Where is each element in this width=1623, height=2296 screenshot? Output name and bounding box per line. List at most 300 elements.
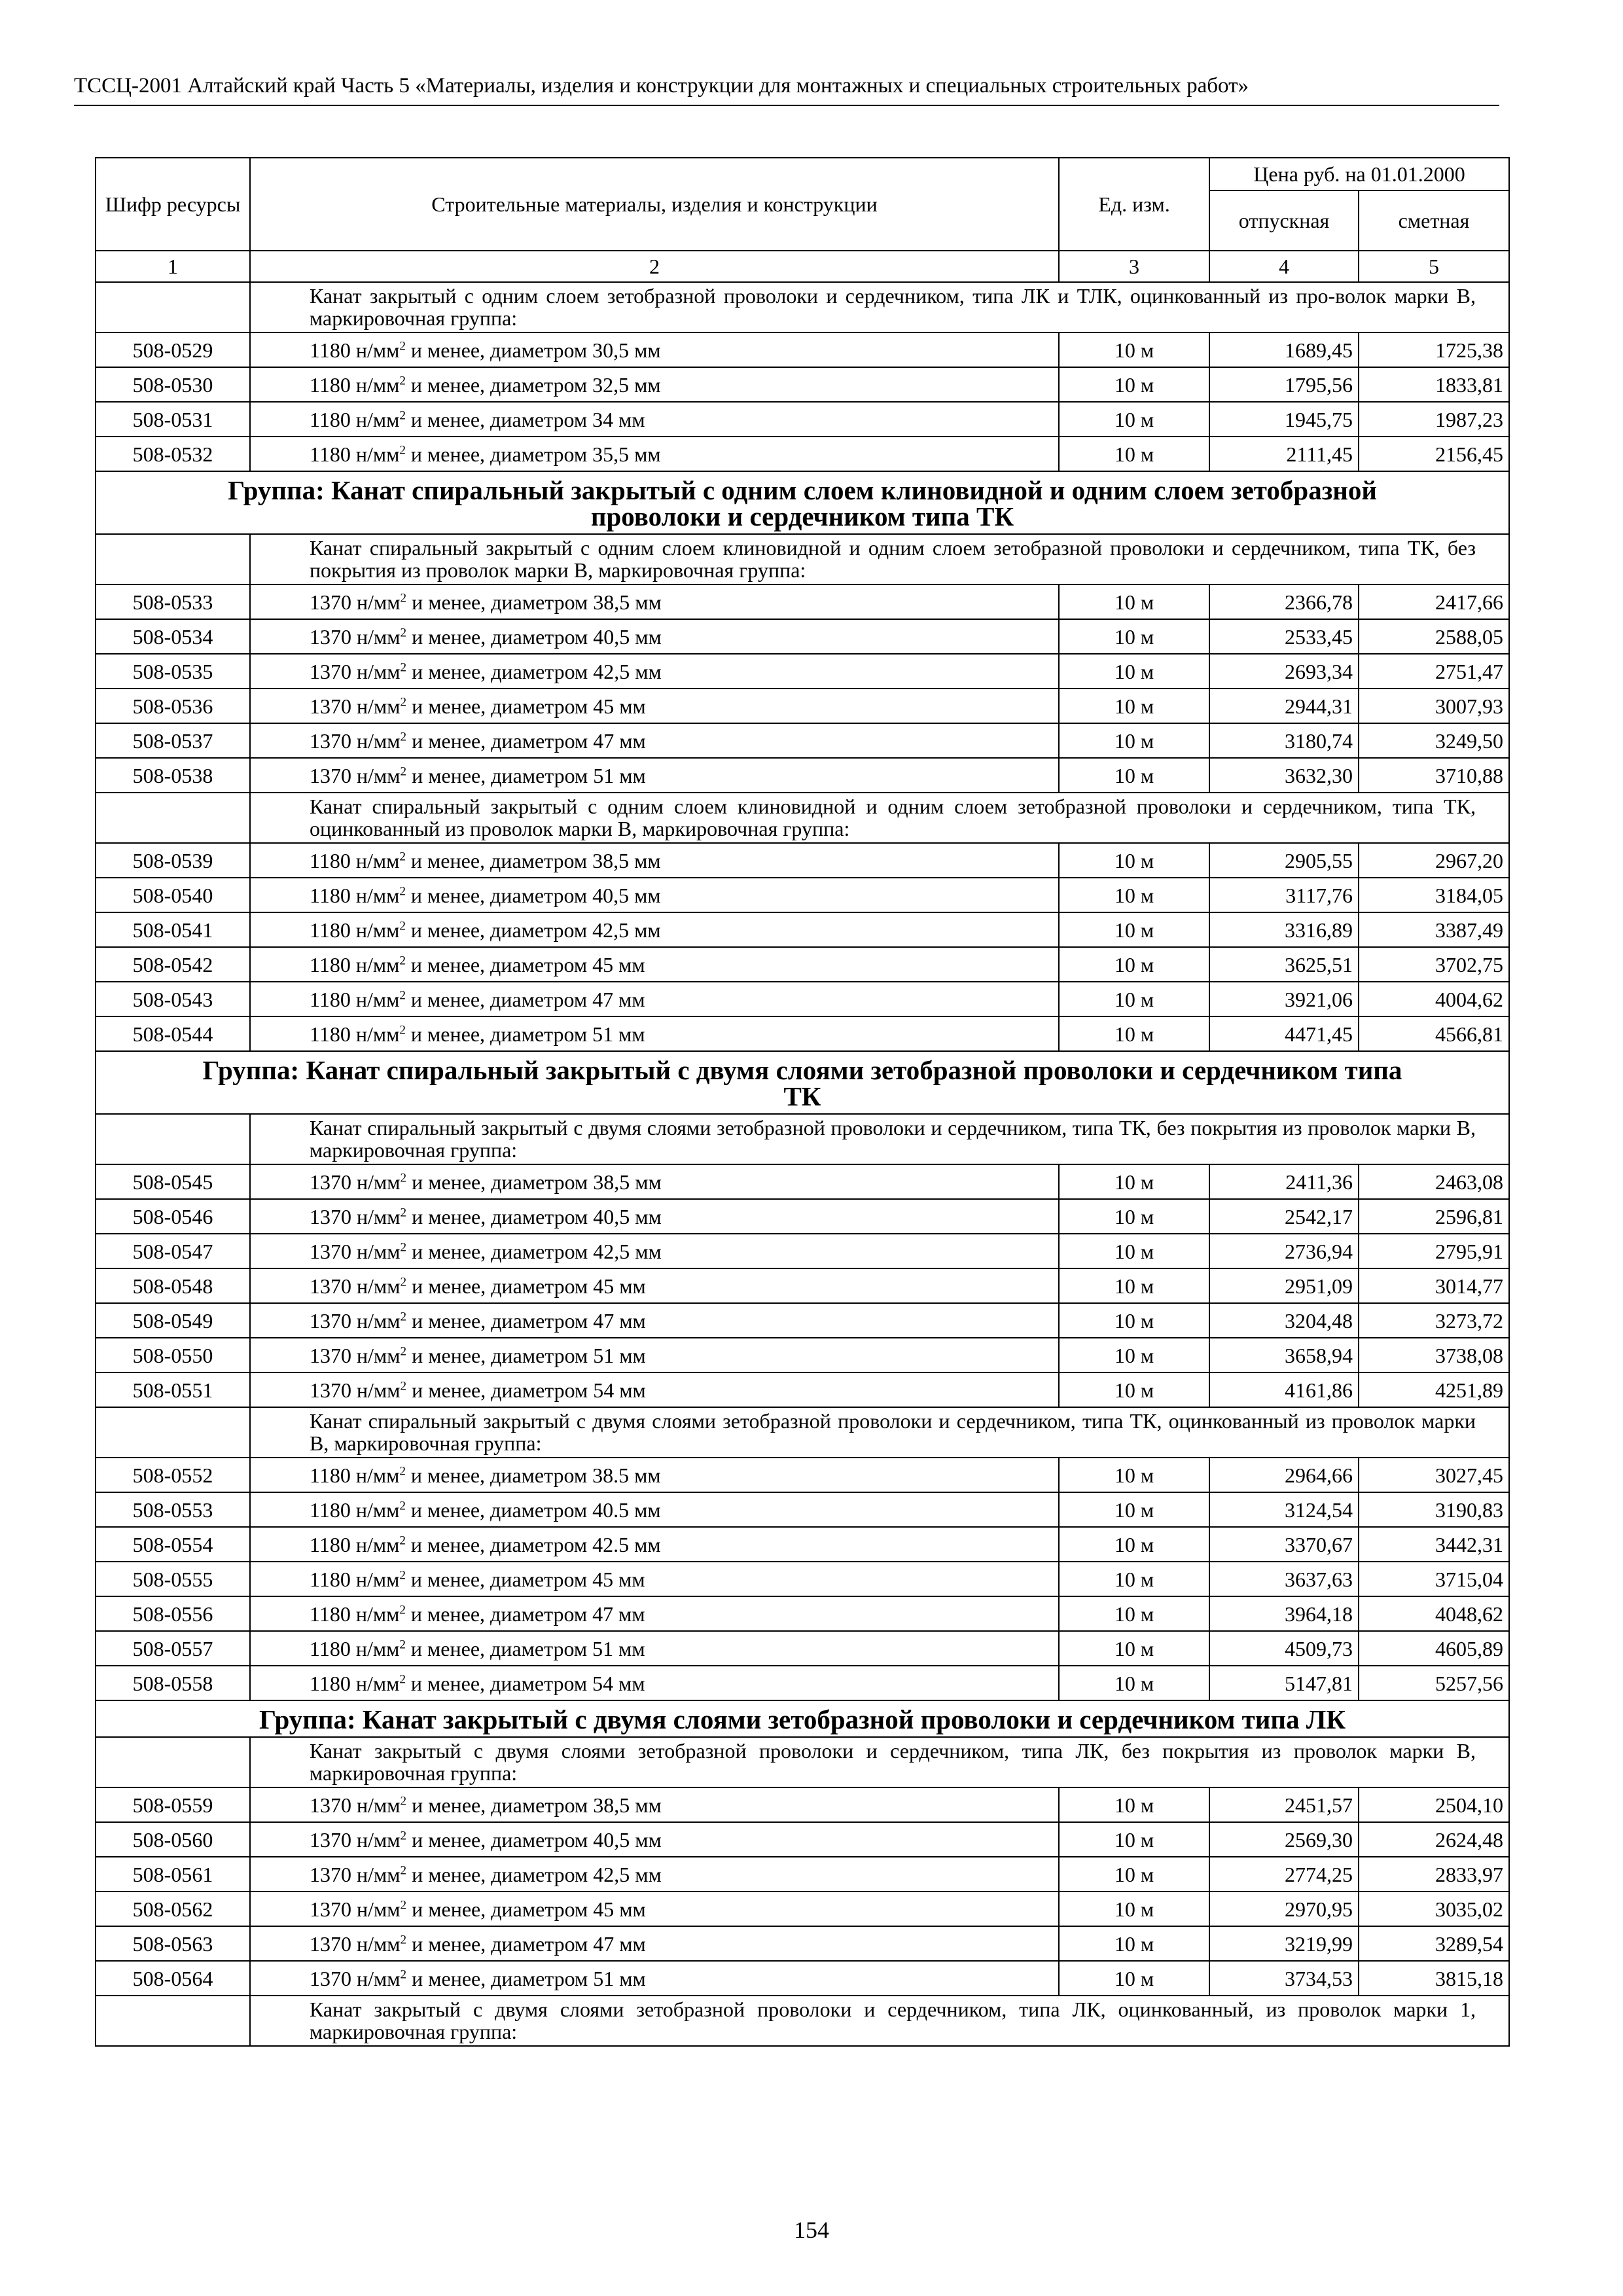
estimate-price: 2596,81 — [1359, 1199, 1509, 1234]
unit-superscript: 2 — [400, 1793, 407, 1808]
unit-of-measure: 10 м — [1059, 1458, 1209, 1492]
material-name: 1180 $н/мм^2$ и менее, диаметром 35,5 мм — [250, 437, 1059, 471]
column-header-estimate — [1359, 190, 1509, 251]
material-name: 1370 $н/мм^2$ и менее, диаметром 40,5 мм — [250, 619, 1059, 654]
material-name: 1370 $н/мм^2$ и менее, диаметром 42,5 мм — [250, 654, 1059, 689]
resource-code: 508-0538 — [96, 758, 250, 793]
release-price: 2736,94 — [1209, 1234, 1359, 1268]
unit-superscript: 2 — [400, 1309, 407, 1323]
tensile-strength: 1370 — [310, 659, 351, 683]
material-name: 1370 $н/мм^2$ и менее, диаметром 40,5 мм — [250, 1822, 1059, 1857]
description-text: Канат спиральный закрытый с двумя слоями зетобразной проволоки и сердечником, типа ТК, оцинкованный из проволок марки В, маркировочная группа: — [250, 1407, 1509, 1458]
diameter-value: 54 — [593, 1378, 615, 1402]
description-text: Канат спиральный закрытый с одним слоем клиновидной и одним слоем зетобразной проволоки и сердечником, типа ТК, оцинкованный из проволок марки В, маркировочная группа: — [250, 793, 1509, 843]
material-name: 1180 $н/мм^2$ и менее, диаметром 40.5 мм — [250, 1492, 1059, 1527]
release-price: 3370,67 — [1209, 1527, 1359, 1562]
column-header-price — [1209, 158, 1509, 190]
estimate-price: 2624,48 — [1359, 1822, 1509, 1857]
material-name: 1180 $н/мм^2$ и менее, диаметром 42.5 мм — [250, 1527, 1059, 1562]
material-name: 1370 $н/мм^2$ и менее, диаметром 51 мм — [250, 1961, 1059, 1996]
unit-superscript: 2 — [399, 408, 406, 422]
estimate-price: 4048,62 — [1359, 1596, 1509, 1631]
release-price: 3180,74 — [1209, 723, 1359, 758]
resource-code: 508-0546 — [96, 1199, 250, 1234]
resource-code: 508-0545 — [96, 1164, 250, 1199]
resource-code: 508-0557 — [96, 1631, 250, 1666]
diameter-value: 38,5 — [593, 1793, 630, 1817]
column-number: 1 — [96, 251, 250, 282]
unit-of-measure: 10 м — [1059, 878, 1209, 912]
diameter-value: 45 — [592, 1567, 614, 1591]
diameter-value: 38,5 — [592, 848, 630, 872]
group-heading: Группа: Канат закрытый с двумя слоями зетобразной проволоки и сердечником типа ЛК — [96, 1700, 1509, 1737]
material-name: 1370 $н/мм^2$ и менее, диаметром 54 мм — [250, 1372, 1059, 1407]
tensile-strength: 1370 — [310, 1239, 351, 1263]
unit-of-measure: 10 м — [1059, 1527, 1209, 1562]
diameter-value: 38,5 — [593, 590, 630, 614]
material-name: 1370 $н/мм^2$ и менее, диаметром 51 мм — [250, 1338, 1059, 1372]
table-row — [96, 1164, 1509, 1199]
material-name: 1370 $н/мм^2$ и менее, диаметром 45 мм — [250, 689, 1059, 723]
resource-code: 508-0542 — [96, 947, 250, 982]
diameter-value: 40,5 — [592, 883, 630, 907]
unit-superscript: 2 — [400, 1170, 407, 1185]
resource-code: 508-0562 — [96, 1892, 250, 1926]
description-row — [96, 534, 1509, 584]
unit-superscript: 2 — [400, 660, 407, 674]
tensile-strength: 1180 — [310, 1636, 351, 1660]
diameter-value: 51 — [593, 763, 615, 787]
table-row — [96, 1372, 1509, 1407]
release-price: 2964,66 — [1209, 1458, 1359, 1492]
description-row — [96, 1114, 1509, 1164]
unit-superscript: 2 — [400, 764, 407, 778]
table-row — [96, 1199, 1509, 1234]
diameter-value: 35,5 — [592, 442, 630, 466]
material-name: 1180 $н/мм^2$ и менее, диаметром 47 мм — [250, 982, 1059, 1016]
unit-of-measure: 10 м — [1059, 1596, 1209, 1631]
release-price: 3637,63 — [1209, 1562, 1359, 1596]
resource-code: 508-0554 — [96, 1527, 250, 1562]
unit-superscript: 2 — [400, 625, 407, 639]
release-price: 2774,25 — [1209, 1857, 1359, 1892]
diameter-value: 47 — [593, 1308, 615, 1333]
estimate-price: 2967,20 — [1359, 843, 1509, 878]
resource-code: 508-0530 — [96, 367, 250, 402]
unit-superscript: 2 — [400, 1274, 407, 1289]
group-heading-row — [96, 1700, 1509, 1737]
column-number: 5 — [1359, 251, 1509, 282]
unit-superscript: 2 — [399, 373, 406, 387]
table-row — [96, 1631, 1509, 1666]
group-heading-row — [96, 1051, 1509, 1114]
unit-of-measure: 10 м — [1059, 1303, 1209, 1338]
diameter-value: 42,5 — [593, 1862, 630, 1886]
tensile-strength: 1180 — [310, 848, 351, 872]
unit-superscript: 2 — [399, 1602, 406, 1617]
resource-code: 508-0536 — [96, 689, 250, 723]
description-row — [96, 1996, 1509, 2046]
column-numbers-row — [96, 251, 1509, 282]
material-name: 1180 $н/мм^2$ и менее, диаметром 51 мм — [250, 1631, 1059, 1666]
unit-superscript: 2 — [399, 1568, 406, 1582]
material-name: 1180 $н/мм^2$ и менее, диаметром 30,5 мм — [250, 332, 1059, 367]
material-name: 1370 $н/мм^2$ и менее, диаметром 47 мм — [250, 723, 1059, 758]
estimate-price: 1725,38 — [1359, 332, 1509, 367]
material-name: 1370 $н/мм^2$ и менее, диаметром 45 мм — [250, 1268, 1059, 1303]
table-row — [96, 1458, 1509, 1492]
unit-of-measure: 10 м — [1059, 1164, 1209, 1199]
resource-code: 508-0548 — [96, 1268, 250, 1303]
release-price: 3964,18 — [1209, 1596, 1359, 1631]
diameter-value: 47 — [592, 1602, 614, 1626]
resource-code: 508-0556 — [96, 1596, 250, 1631]
tensile-strength: 1370 — [310, 1966, 351, 1990]
column-header-name — [250, 158, 1059, 251]
unit-of-measure: 10 м — [1059, 654, 1209, 689]
estimate-price: 2463,08 — [1359, 1164, 1509, 1199]
resource-code: 508-0559 — [96, 1787, 250, 1822]
description-code-cell — [96, 1737, 250, 1787]
group-heading-row — [96, 471, 1509, 534]
table-row — [96, 367, 1509, 402]
unit-of-measure: 10 м — [1059, 758, 1209, 793]
table-row — [96, 1562, 1509, 1596]
description-row — [96, 282, 1509, 332]
table-row — [96, 843, 1509, 878]
tensile-strength: 1370 — [310, 694, 351, 718]
release-price: 3632,30 — [1209, 758, 1359, 793]
column-header-code — [96, 158, 250, 251]
table-row — [96, 1234, 1509, 1268]
table-row — [96, 689, 1509, 723]
diameter-value: 42,5 — [593, 659, 630, 683]
diameter-value: 40,5 — [593, 624, 630, 649]
material-name: 1370 $н/мм^2$ и менее, диаметром 38,5 мм — [250, 1787, 1059, 1822]
unit-superscript: 2 — [399, 338, 406, 353]
release-price: 2970,95 — [1209, 1892, 1359, 1926]
unit-superscript: 2 — [399, 1022, 406, 1037]
diameter-value: 45 — [593, 1897, 615, 1921]
unit-superscript: 2 — [400, 1897, 407, 1912]
table-row — [96, 1857, 1509, 1892]
unit-superscript: 2 — [400, 1378, 407, 1393]
table-row — [96, 1492, 1509, 1527]
table-row — [96, 1822, 1509, 1857]
release-price: 1795,56 — [1209, 367, 1359, 402]
unit-of-measure: 10 м — [1059, 1822, 1209, 1857]
diameter-value: 51 — [593, 1966, 615, 1990]
column-header-name-label: Строительные материалы, изделия и конструкции — [431, 192, 878, 216]
estimate-price: 3702,75 — [1359, 947, 1509, 982]
material-name: 1370 $н/мм^2$ и менее, диаметром 42,5 мм — [250, 1234, 1059, 1268]
material-name: 1180 $н/мм^2$ и менее, диаметром 54 мм — [250, 1666, 1059, 1700]
resource-code: 508-0533 — [96, 584, 250, 619]
resource-code: 508-0551 — [96, 1372, 250, 1407]
table-row — [96, 1787, 1509, 1822]
estimate-price: 3184,05 — [1359, 878, 1509, 912]
resource-code: 508-0532 — [96, 437, 250, 471]
table-row — [96, 654, 1509, 689]
unit-superscript: 2 — [400, 694, 407, 709]
table-row — [96, 878, 1509, 912]
unit-superscript: 2 — [400, 729, 407, 744]
unit-superscript: 2 — [399, 1672, 406, 1686]
group-heading: Группа: Канат спиральный закрытый с одним слоем клиновидной и одним слоем зетобразной проволоки и сердечником типа ТК — [96, 471, 1509, 534]
unit-of-measure: 10 м — [1059, 1492, 1209, 1527]
header-rule — [74, 105, 1499, 106]
unit-of-measure: 10 м — [1059, 1961, 1209, 1996]
release-price: 3316,89 — [1209, 912, 1359, 947]
resource-code: 508-0544 — [96, 1016, 250, 1051]
material-name: 1370 $н/мм^2$ и менее, диаметром 38,5 мм — [250, 1164, 1059, 1199]
description-text: Канат спиральный закрытый с одним слоем клиновидной и одним слоем зетобразной проволоки и сердечником, типа ТК, без покрытия из проволок марки В, маркировочная группа: — [250, 534, 1509, 584]
description-row — [96, 793, 1509, 843]
estimate-price: 3442,31 — [1359, 1527, 1509, 1562]
estimate-price: 2588,05 — [1359, 619, 1509, 654]
unit-of-measure: 10 м — [1059, 1372, 1209, 1407]
table-body — [96, 282, 1509, 2046]
unit-of-measure: 10 м — [1059, 1234, 1209, 1268]
table-row — [96, 723, 1509, 758]
release-price: 2693,34 — [1209, 654, 1359, 689]
release-price: 2542,17 — [1209, 1199, 1359, 1234]
unit-of-measure: 10 м — [1059, 584, 1209, 619]
diameter-value: 34 — [592, 407, 614, 431]
diameter-value: 42.5 — [592, 1532, 630, 1556]
resource-code: 508-0531 — [96, 402, 250, 437]
table-row — [96, 1268, 1509, 1303]
estimate-price: 3014,77 — [1359, 1268, 1509, 1303]
description-text: Канат закрытый с двумя слоями зетобразной проволоки и сердечником, типа ЛК, оцинкованный, из проволок марки 1, маркировочная группа: — [250, 1996, 1509, 2046]
release-price: 4471,45 — [1209, 1016, 1359, 1051]
unit-superscript: 2 — [399, 988, 406, 1002]
description-text: Канат закрытый с двумя слоями зетобразной проволоки и сердечником, типа ЛК, без покрытия из проволок марки В, маркировочная группа: — [250, 1737, 1509, 1787]
table-row — [96, 584, 1509, 619]
resource-code: 508-0529 — [96, 332, 250, 367]
description-row — [96, 1737, 1509, 1787]
tensile-strength: 1180 — [310, 1498, 351, 1522]
tensile-strength: 1180 — [310, 1463, 351, 1487]
estimate-price: 3190,83 — [1359, 1492, 1509, 1527]
unit-of-measure: 10 м — [1059, 1199, 1209, 1234]
tensile-strength: 1180 — [310, 407, 351, 431]
table-row — [96, 332, 1509, 367]
diameter-value: 32,5 — [592, 372, 630, 397]
estimate-price: 4004,62 — [1359, 982, 1509, 1016]
material-name: 1180 $н/мм^2$ и менее, диаметром 45 мм — [250, 1562, 1059, 1596]
resource-code: 508-0540 — [96, 878, 250, 912]
column-header-code-label: Шифр ресурсы — [105, 192, 241, 216]
resource-code: 508-0541 — [96, 912, 250, 947]
column-header-estimate-label: сметная — [1398, 209, 1470, 232]
diameter-value: 45 — [593, 1274, 615, 1298]
unit-superscript: 2 — [399, 1533, 406, 1547]
tensile-strength: 1370 — [310, 1343, 351, 1367]
diameter-value: 42,5 — [593, 1239, 630, 1263]
tensile-strength: 1180 — [310, 1567, 351, 1591]
description-text: Канат закрытый с одним слоем зетобразной проволоки и сердечником, типа ЛК и ТЛК, оцинкованный из про-волок марки В, маркировочная группа: — [250, 282, 1509, 332]
estimate-price: 2156,45 — [1359, 437, 1509, 471]
unit-superscript: 2 — [400, 1967, 407, 1981]
unit-superscript: 2 — [400, 1932, 407, 1946]
unit-of-measure: 10 м — [1059, 1631, 1209, 1666]
table-row — [96, 947, 1509, 982]
release-price: 3204,48 — [1209, 1303, 1359, 1338]
estimate-price: 2417,66 — [1359, 584, 1509, 619]
estimate-price: 2795,91 — [1359, 1234, 1509, 1268]
resource-code: 508-0534 — [96, 619, 250, 654]
diameter-value: 47 — [593, 1931, 615, 1956]
unit-of-measure: 10 м — [1059, 689, 1209, 723]
unit-of-measure: 10 м — [1059, 1016, 1209, 1051]
diameter-value: 45 — [593, 694, 615, 718]
unit-of-measure: 10 м — [1059, 1926, 1209, 1961]
tensile-strength: 1180 — [310, 372, 351, 397]
release-price: 4161,86 — [1209, 1372, 1359, 1407]
tensile-strength: 1180 — [310, 918, 351, 942]
estimate-price: 3710,88 — [1359, 758, 1509, 793]
tensile-strength: 1180 — [310, 1532, 351, 1556]
resource-code: 508-0535 — [96, 654, 250, 689]
release-price: 3219,99 — [1209, 1926, 1359, 1961]
unit-superscript: 2 — [399, 1498, 406, 1513]
unit-of-measure: 10 м — [1059, 332, 1209, 367]
page-number: 154 — [794, 2217, 829, 2243]
unit-of-measure: 10 м — [1059, 437, 1209, 471]
description-text: Канат спиральный закрытый с двумя слоями зетобразной проволоки и сердечником, типа ТК, без покрытия из проволок марки В, маркировочная группа: — [250, 1114, 1509, 1164]
resource-code: 508-0553 — [96, 1492, 250, 1527]
table-row — [96, 912, 1509, 947]
table-row — [96, 982, 1509, 1016]
diameter-value: 45 — [592, 952, 614, 977]
column-number: 3 — [1059, 251, 1209, 282]
table-row — [96, 758, 1509, 793]
unit-of-measure: 10 м — [1059, 1666, 1209, 1700]
resource-code: 508-0561 — [96, 1857, 250, 1892]
tensile-strength: 1180 — [310, 1022, 351, 1046]
unit-of-measure: 10 м — [1059, 1562, 1209, 1596]
material-name: 1370 $н/мм^2$ и менее, диаметром 45 мм — [250, 1892, 1059, 1926]
release-price: 2411,36 — [1209, 1164, 1359, 1199]
table-row — [96, 1303, 1509, 1338]
resource-code: 508-0563 — [96, 1926, 250, 1961]
estimate-price: 3027,45 — [1359, 1458, 1509, 1492]
material-name: 1180 $н/мм^2$ и менее, диаметром 40,5 мм — [250, 878, 1059, 912]
diameter-value: 47 — [593, 728, 615, 753]
diameter-value: 38,5 — [593, 1170, 630, 1194]
table-row — [96, 1338, 1509, 1372]
table-row — [96, 1527, 1509, 1562]
estimate-price: 4251,89 — [1359, 1372, 1509, 1407]
unit-superscript: 2 — [400, 1240, 407, 1254]
unit-of-measure: 10 м — [1059, 367, 1209, 402]
resource-code: 508-0555 — [96, 1562, 250, 1596]
diameter-value: 54 — [592, 1671, 614, 1695]
unit-superscript: 2 — [399, 953, 406, 967]
unit-of-measure: 10 м — [1059, 1892, 1209, 1926]
estimate-price: 3815,18 — [1359, 1961, 1509, 1996]
estimate-price: 4566,81 — [1359, 1016, 1509, 1051]
group-heading: Группа: Канат спиральный закрытый с двумя слоями зетобразной проволоки и сердечником типа ТК — [96, 1051, 1509, 1114]
resource-code: 508-0543 — [96, 982, 250, 1016]
release-price: 5147,81 — [1209, 1666, 1359, 1700]
release-price: 2951,09 — [1209, 1268, 1359, 1303]
estimate-price: 3249,50 — [1359, 723, 1509, 758]
release-price: 1689,45 — [1209, 332, 1359, 367]
material-name: 1180 $н/мм^2$ и менее, диаметром 38,5 мм — [250, 843, 1059, 878]
release-price: 3921,06 — [1209, 982, 1359, 1016]
tensile-strength: 1370 — [310, 1274, 351, 1298]
column-header-unit — [1059, 158, 1209, 251]
unit-superscript: 2 — [400, 1205, 407, 1219]
estimate-price: 3007,93 — [1359, 689, 1509, 723]
description-code-cell — [96, 1996, 250, 2046]
resource-code: 508-0560 — [96, 1822, 250, 1857]
description-code-cell — [96, 1114, 250, 1164]
diameter-value: 38.5 — [592, 1463, 630, 1487]
unit-superscript: 2 — [399, 884, 406, 898]
unit-superscript: 2 — [399, 442, 406, 457]
estimate-price: 2751,47 — [1359, 654, 1509, 689]
unit-of-measure: 10 м — [1059, 1787, 1209, 1822]
diameter-value: 51 — [593, 1343, 615, 1367]
tensile-strength: 1180 — [310, 883, 351, 907]
material-name: 1370 $н/мм^2$ и менее, диаметром 38,5 мм — [250, 584, 1059, 619]
tensile-strength: 1180 — [310, 338, 351, 362]
material-name: 1180 $н/мм^2$ и менее, диаметром 32,5 мм — [250, 367, 1059, 402]
release-price: 2111,45 — [1209, 437, 1359, 471]
unit-superscript: 2 — [400, 1828, 407, 1842]
tensile-strength: 1370 — [310, 1170, 351, 1194]
table-row — [96, 1666, 1509, 1700]
unit-superscript: 2 — [399, 849, 406, 863]
material-name: 1370 $н/мм^2$ и менее, диаметром 51 мм — [250, 758, 1059, 793]
material-name: 1370 $н/мм^2$ и менее, диаметром 40,5 мм — [250, 1199, 1059, 1234]
table-row — [96, 1892, 1509, 1926]
diameter-value: 40,5 — [593, 1204, 630, 1229]
release-price: 2451,57 — [1209, 1787, 1359, 1822]
estimate-price: 4605,89 — [1359, 1631, 1509, 1666]
resource-code: 508-0552 — [96, 1458, 250, 1492]
running-header: ТССЦ-2001 Алтайский край Часть 5 «Материалы, изделия и конструкции для монтажных и специальных строительных работ» — [74, 74, 1249, 98]
tensile-strength: 1370 — [310, 1308, 351, 1333]
tensile-strength: 1370 — [310, 590, 351, 614]
release-price: 3124,54 — [1209, 1492, 1359, 1527]
resource-code: 508-0547 — [96, 1234, 250, 1268]
diameter-value: 47 — [592, 987, 614, 1011]
unit-of-measure: 10 м — [1059, 947, 1209, 982]
material-name: 1370 $н/мм^2$ и менее, диаметром 47 мм — [250, 1303, 1059, 1338]
unit-of-measure: 10 м — [1059, 1857, 1209, 1892]
resource-code: 508-0550 — [96, 1338, 250, 1372]
unit-of-measure: 10 м — [1059, 843, 1209, 878]
material-name: 1180 $н/мм^2$ и менее, диаметром 38.5 мм — [250, 1458, 1059, 1492]
material-name: 1180 $н/мм^2$ и менее, диаметром 51 мм — [250, 1016, 1059, 1051]
release-price: 3734,53 — [1209, 1961, 1359, 1996]
unit-of-measure: 10 м — [1059, 1268, 1209, 1303]
release-price: 2905,55 — [1209, 843, 1359, 878]
unit-superscript: 2 — [400, 1344, 407, 1358]
table-row — [96, 1596, 1509, 1631]
material-name: 1370 $н/мм^2$ и менее, диаметром 42,5 мм — [250, 1857, 1059, 1892]
release-price: 3625,51 — [1209, 947, 1359, 982]
tensile-strength: 1370 — [310, 728, 351, 753]
release-price: 1945,75 — [1209, 402, 1359, 437]
unit-superscript: 2 — [400, 1863, 407, 1877]
estimate-price: 3289,54 — [1359, 1926, 1509, 1961]
unit-of-measure: 10 м — [1059, 912, 1209, 947]
